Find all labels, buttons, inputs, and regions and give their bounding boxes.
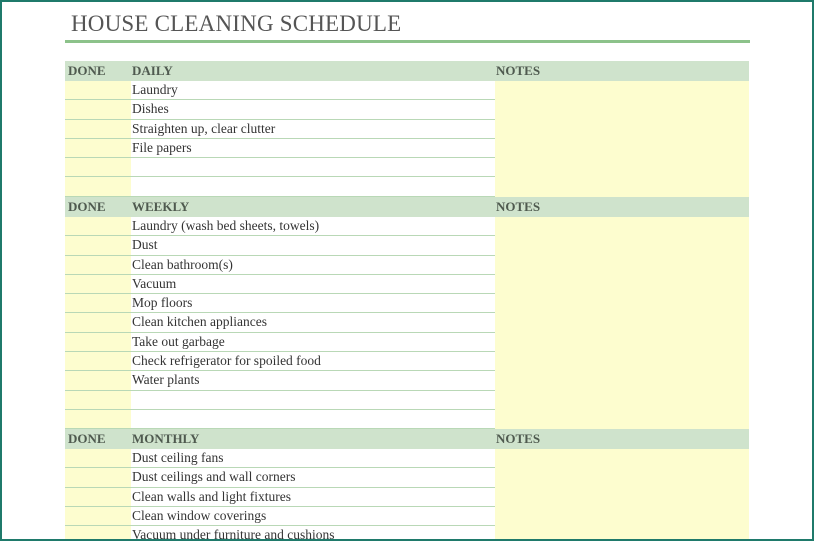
task-cell[interactable]: Laundry (wash bed sheets, towels) <box>131 217 495 236</box>
done-checkbox-cell[interactable] <box>65 526 131 541</box>
done-checkbox-cell[interactable] <box>65 507 131 526</box>
done-column-header: DONE <box>68 199 106 214</box>
done-checkbox-cell[interactable] <box>65 488 131 507</box>
done-checkbox-cell[interactable] <box>65 371 131 390</box>
done-checkbox-cell[interactable] <box>65 217 131 236</box>
task-cell[interactable] <box>131 410 495 429</box>
daily-column-header: DAILY <box>132 63 173 78</box>
task-cell[interactable]: Straighten up, clear clutter <box>131 120 495 139</box>
done-checkbox-cell[interactable] <box>65 391 131 410</box>
weekly-column-header: WEEKLY <box>132 199 190 214</box>
task-cell[interactable]: Vacuum <box>131 275 495 294</box>
weekly-task-rows <box>65 217 749 429</box>
done-checkbox-cell[interactable] <box>65 468 131 487</box>
notes-cell[interactable] <box>495 449 749 541</box>
done-checkbox-cell[interactable] <box>65 256 131 275</box>
done-checkbox-cell[interactable] <box>65 352 131 371</box>
done-checkbox-cell[interactable] <box>65 120 131 139</box>
task-cell[interactable] <box>131 158 495 177</box>
task-cell[interactable]: Clean walls and light fixtures <box>131 488 495 507</box>
task-cell[interactable]: Clean window coverings <box>131 507 495 526</box>
task-cell[interactable]: Dishes <box>131 100 495 119</box>
notes-column-header: NOTES <box>496 63 541 78</box>
task-cell[interactable]: Water plants <box>131 371 495 390</box>
task-cell[interactable]: Laundry <box>131 81 495 100</box>
task-cell[interactable]: Dust ceilings and wall corners <box>131 468 495 487</box>
done-checkbox-cell[interactable] <box>65 410 131 429</box>
task-cell[interactable]: Dust <box>131 236 495 255</box>
title-underline <box>65 40 750 43</box>
done-checkbox-cell[interactable] <box>65 139 131 158</box>
task-cell[interactable]: File papers <box>131 139 495 158</box>
done-checkbox-cell[interactable] <box>65 275 131 294</box>
daily-header-row <box>65 61 749 81</box>
done-checkbox-cell[interactable] <box>65 81 131 100</box>
done-checkbox-cell[interactable] <box>65 313 131 332</box>
page-title: HOUSE CLEANING SCHEDULE <box>71 11 402 36</box>
done-checkbox-cell[interactable] <box>65 333 131 352</box>
monthly-header-row <box>65 429 749 449</box>
done-checkbox-cell[interactable] <box>65 177 131 196</box>
done-checkbox-cell[interactable] <box>65 100 131 119</box>
task-cell[interactable]: Dust ceiling fans <box>131 449 495 468</box>
notes-column-header: NOTES <box>496 431 541 446</box>
done-checkbox-cell[interactable] <box>65 158 131 177</box>
task-cell[interactable] <box>131 391 495 410</box>
monthly-task-rows <box>65 449 749 541</box>
task-cell[interactable]: Mop floors <box>131 294 495 313</box>
task-cell[interactable]: Check refrigerator for spoiled food <box>131 352 495 371</box>
weekly-header-row <box>65 197 749 217</box>
task-cell[interactable]: Clean bathroom(s) <box>131 256 495 275</box>
monthly-section <box>65 429 749 541</box>
task-cell[interactable]: Take out garbage <box>131 333 495 352</box>
monthly-column-header: MONTHLY <box>132 431 200 446</box>
done-column-header: DONE <box>68 63 106 78</box>
notes-column-header: NOTES <box>496 199 541 214</box>
notes-cell[interactable] <box>495 217 749 429</box>
task-cell[interactable]: Vacuum under furniture and cushions <box>131 526 495 541</box>
daily-task-rows <box>65 81 749 197</box>
done-checkbox-cell[interactable] <box>65 236 131 255</box>
task-cell[interactable] <box>131 177 495 196</box>
done-checkbox-cell[interactable] <box>65 294 131 313</box>
done-column-header: DONE <box>68 431 106 446</box>
done-checkbox-cell[interactable] <box>65 449 131 468</box>
task-cell[interactable]: Clean kitchen appliances <box>131 313 495 332</box>
weekly-section <box>65 197 749 429</box>
notes-cell[interactable] <box>495 81 749 197</box>
daily-section <box>65 61 749 197</box>
